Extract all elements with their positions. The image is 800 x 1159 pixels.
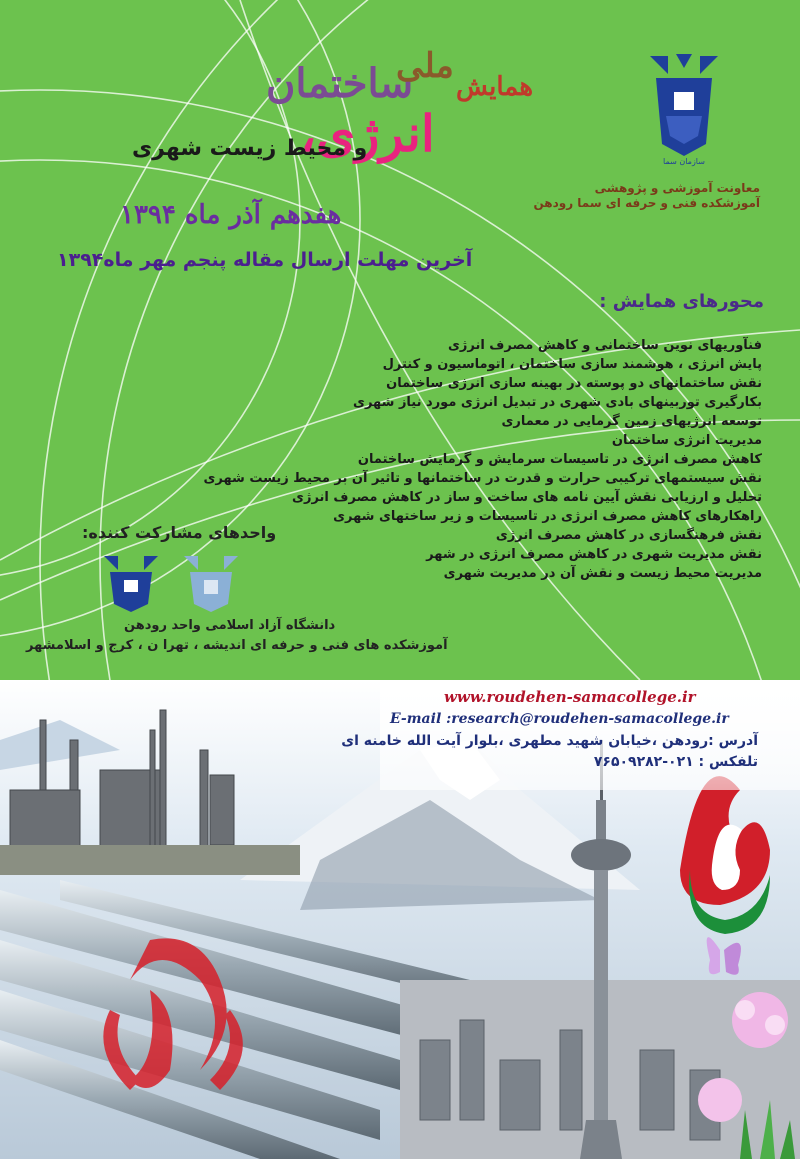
title-energy: انرژی، <box>300 104 435 163</box>
topic-item: مدیریت محیط زیست و نقش آن در مدیریت شهری <box>443 566 762 581</box>
website-link[interactable]: www.roudehen-samacollege.ir <box>444 688 696 706</box>
participating-units-heading: واحدهای مشارکت کننده: <box>82 523 277 542</box>
email-link[interactable]: E-mail :research@roudehen-samacollege.ir <box>390 711 729 727</box>
topic-item: راهکارهای کاهش مصرف انرژی در تاسیسات و زیر ساختهای شهری <box>333 509 762 524</box>
org-line-2: آموزشکده فنی و حرفه ای سما رودهن <box>533 196 760 210</box>
title-melli: ملی <box>396 46 454 86</box>
topic-item: کاهش مصرف انرژی در تاسیسات سرمایش و گرمایش ساختمان <box>357 452 762 467</box>
topic-item: نقش سیستمهای ترکیبی حرارت و قدرت در ساختمانها و تاثیر آن بر محیط زیست شهری <box>203 471 762 486</box>
topic-item: نقش مدیریت شهری در کاهش مصرف انرژی در شهر <box>426 547 762 562</box>
topic-item: توسعه انرژیهای زمین گرمایی در معماری <box>501 414 762 429</box>
topic-item: تحلیل و ارزیابی نقش آیین نامه های ساخت و ساز در کاهش مصرف انرژی <box>292 490 762 505</box>
address-text: آدرس :رودهن ،خیابان شهید مطهری ،بلوار آیت الله خامنه ای <box>341 733 758 749</box>
topic-item: مدیریت انرژی ساختمان <box>611 433 762 448</box>
title-environment: و محیط زیست شهری <box>132 136 368 161</box>
topic-item: پایش انرژی ، هوشمند سازی ساختمان ، اتوماسیون و کنترل <box>382 357 762 372</box>
logo-text: سازمان سما <box>663 157 705 166</box>
sama-unit-logo <box>98 550 164 616</box>
topics-list <box>203 336 762 583</box>
phone-text: تلفکس : ۰۲۱-۷۶۵۰۹۲۸۲ <box>593 754 758 770</box>
topics-heading: محورهای همایش : <box>599 291 764 312</box>
topic-item: فنآوریهای نوین ساختمانی و کاهش مصرف انرژی <box>447 338 762 353</box>
topic-item: نقش ساختمانهای دو پوسته در بهینه سازی انرژی ساختمان <box>386 376 762 391</box>
title-hamayesh: همایش <box>456 72 534 102</box>
unit-technical-colleges: آموزشکده های فنی و حرفه ای اندیشه ، تهرا ن ، کرج و اسلامشهر <box>26 638 448 653</box>
photo-collage <box>0 680 800 1159</box>
azad-university-logo <box>178 550 244 616</box>
unit-azad-university: دانشگاه آزاد اسلامی واحد رودهن <box>124 618 336 633</box>
sama-logo <box>646 52 722 170</box>
topic-item: بکارگیری توربینهای بادی شهری در تبدیل انرژی مورد نیاز شهری <box>353 395 762 410</box>
org-line-1: معاونت آموزشی و پژوهشی <box>594 181 760 195</box>
title-sakhteman: ساختمان <box>266 60 414 107</box>
topic-item: نقش فرهنگسازی در کاهش مصرف انرژی <box>495 528 762 543</box>
submission-deadline: آخرین مهلت ارسال مقاله پنجم مهر ماه۱۳۹۴ <box>57 249 473 271</box>
event-date: هفدهم آذر ماه ۱۳۹۴ <box>120 200 342 230</box>
